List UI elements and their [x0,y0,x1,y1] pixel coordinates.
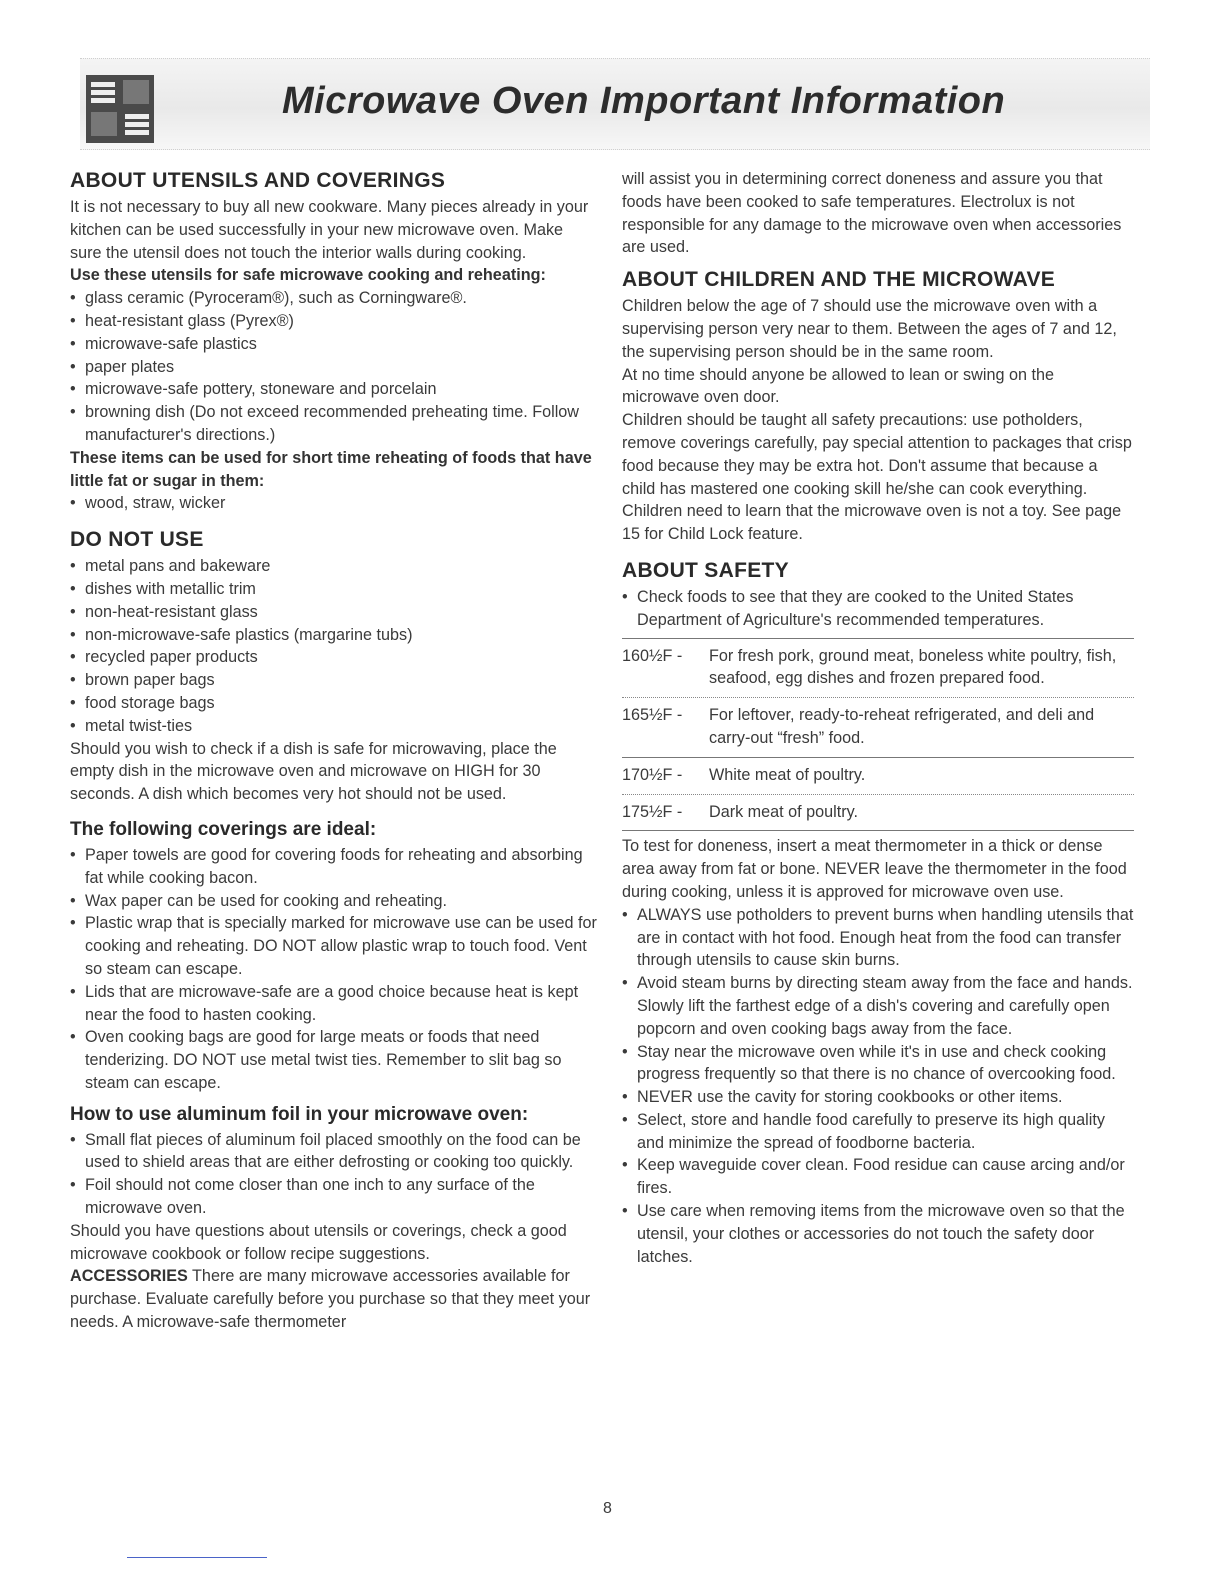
footer-line [127,1557,267,1558]
children-paragraph: Children should be taught all safety precautions: use potholders, remove coverings carefully, pay special attention to packages that crisp food because they may be extra hot. Don't assume that because a child has mastered one cooking skill he/she can cook everything. [622,411,1132,498]
temperature-description: White meat of poultry. [709,765,866,784]
accessories-label: ACCESSORIES [70,1267,188,1286]
list-item: • microwave-safe plastics [70,333,597,356]
temperature-value: 160½F - [622,646,683,665]
list-item: • browning dish (Do not exceed recommended preheating time. Follow manufacturer's directions.) [70,401,597,447]
children-heading: ABOUT CHILDREN AND THE MICROWAVE [622,268,1056,292]
list-item: • Oven cooking bags are good for large meats or foods that need tenderizing. DO NOT use metal twist ties. Remember to slit bag so steam can escape. [70,1026,597,1094]
list-item: • Foil should not come closer than one inch to any surface of the microwave oven. [70,1174,597,1220]
safe-utensils-list [70,287,597,447]
accessories-text: There are many microwave accessories available for purchase. Evaluate carefully before you purchase so that they meet your needs. A microwave-safe thermometer [70,1267,591,1332]
list-item: • microwave-safe pottery, stoneware and porcelain [70,378,597,401]
list-item: • dishes with metallic trim [70,578,597,601]
list-item: • Check foods to see that they are cooked to the United States Department of Agriculture's recommended temperatures. [622,586,1134,632]
list-item: • Keep waveguide cover clean. Food residue can cause arcing and/or fires. [622,1154,1134,1200]
list-item: • recycled paper products [70,646,597,669]
do-not-use-list [70,555,597,737]
list-item: • metal pans and bakeware [70,555,597,578]
list-item: • non-microwave-safe plastics (margarine tubs) [70,624,597,647]
list-item: • Plastic wrap that is specially marked for microwave use can be used for cooking and reheating. DO NOT allow plastic wrap to touch food. Vent so steam can escape. [70,912,597,980]
temperature-description: For leftover, ready-to-reheat refrigerated, and deli and carry-out “fresh” food. [709,706,1095,747]
list-item: • food storage bags [70,692,597,715]
list-item: • ALWAYS use potholders to prevent burns when handling utensils that are in contact with hot food. Enough heat from the food can transfer through utensils to cause skin burns. [622,904,1134,972]
safety-heading: ABOUT SAFETY [622,558,789,582]
safety-list [622,904,1134,1269]
list-item: • Paper towels are good for covering foods for reheating and absorbing fat while cooking bacon. [70,844,597,890]
do-not-use-heading: DO NOT USE [70,528,204,552]
list-item: • non-heat-resistant glass [70,601,597,624]
list-item: • metal twist-ties [70,715,597,738]
temperature-row [622,758,1134,795]
safe-utensils-heading: Use these utensils for safe microwave cooking and reheating: [70,266,546,285]
list-item: • brown paper bags [70,669,597,692]
temperature-value: 175½F - [622,802,683,821]
list-item: • Use care when removing items from the microwave oven so that the utensil, your clothes or accessories do not touch the safety door latches. [622,1200,1134,1268]
children-paragraph: At no time should anyone be allowed to lean or swing on the microwave oven door. [622,365,1054,407]
list-item: • glass ceramic (Pyroceram®), such as Corningware®. [70,287,597,310]
coverings-heading: The following coverings are ideal: [70,818,377,840]
temperature-row [622,795,1134,832]
book-grid-icon [85,74,155,144]
accessories-paragraph [70,1265,597,1333]
list-item: • Lids that are microwave-safe are a good choice because heat is kept near the food to hasten cooking. [70,981,597,1027]
short-reheat-list [70,492,597,515]
doneness-text: To test for doneness, insert a meat thermometer in a thick or dense area away from fat or bone. NEVER leave the thermometer in the food during cooking, unless it is approved for microwave oven use. [622,837,1127,901]
page-title: Microwave Oven Important Information [282,80,1006,122]
list-item: • wood, straw, wicker [70,492,597,515]
temperature-value: 165½F - [622,706,683,725]
utensils-heading: ABOUT UTENSILS AND COVERINGS [70,169,446,192]
left-column [70,168,597,1334]
safety-intro-list [622,586,1134,632]
utensils-intro: It is not necessary to buy all new cookware. Many pieces already in your kitchen can be used successfully in your new microwave oven. Make sure the utensil does not touch the interior walls during cooking. [70,198,589,262]
children-paragraph: Children need to learn that the microwave oven is not a toy. See page 15 for Child Lock feature. [622,502,1122,544]
list-item: • Wax paper can be used for cooking and reheating. [70,890,597,913]
temperature-value: 170½F - [622,765,683,784]
aluminum-foil-heading: How to use aluminum foil in your microwave oven: [70,1103,529,1125]
temperature-row [622,698,1134,758]
page-number: 8 [603,1500,612,1517]
accessories-continued-text: will assist you in determining correct doneness and assure you that foods have been cooked to safe temperatures. Electrolux is not responsible for any damage to the microwave oven when accessories are used. [622,170,1122,257]
list-item: • Avoid steam burns by directing steam away from the face and hands. Slowly lift the farthest edge of a dish's covering and carefully open popcorn and oven cooking bags away from the face. [622,972,1134,1040]
temperature-description: Dark meat of poultry. [709,802,859,821]
temperature-row [622,639,1134,699]
list-item: • NEVER use the cavity for storing cookbooks or other items. [622,1086,1134,1109]
list-item: • heat-resistant glass (Pyrex®) [70,310,597,333]
temperature-description: For fresh pork, ground meat, boneless white poultry, fish, seafood, egg dishes and frozen prepared food. [709,646,1117,688]
questions-text: Should you have questions about utensils or coverings, check a good microwave cookbook or follow recipe suggestions. [70,1221,567,1263]
coverings-list [70,844,597,1095]
aluminum-foil-list [70,1129,597,1220]
list-item: • paper plates [70,356,597,379]
list-item: • Select, store and handle food carefully to preserve its high quality and minimize the spread of foodborne bacteria. [622,1109,1134,1155]
temperature-table [622,638,1134,832]
children-paragraph: Children below the age of 7 should use the microwave oven with a supervising person very near to them. Between the ages of 7 and 12, the supervising person should be in the same room. [622,297,1117,361]
list-item: • Stay near the microwave oven while it's in use and check cooking progress frequently so that there is no chance of overcooking food. [622,1041,1134,1087]
right-column [622,168,1134,1268]
dish-check-text: Should you wish to check if a dish is safe for microwaving, place the empty dish in the microwave oven and microwave on HIGH for 30 seconds. A dish which becomes very hot should not be used. [70,739,557,804]
list-item: • Small flat pieces of aluminum foil placed smoothly on the food can be used to shield areas that are either defrosting or cooking too quickly. [70,1129,597,1175]
short-reheat-heading: These items can be used for short time reheating of foods that have little fat or sugar in them: [70,448,592,490]
